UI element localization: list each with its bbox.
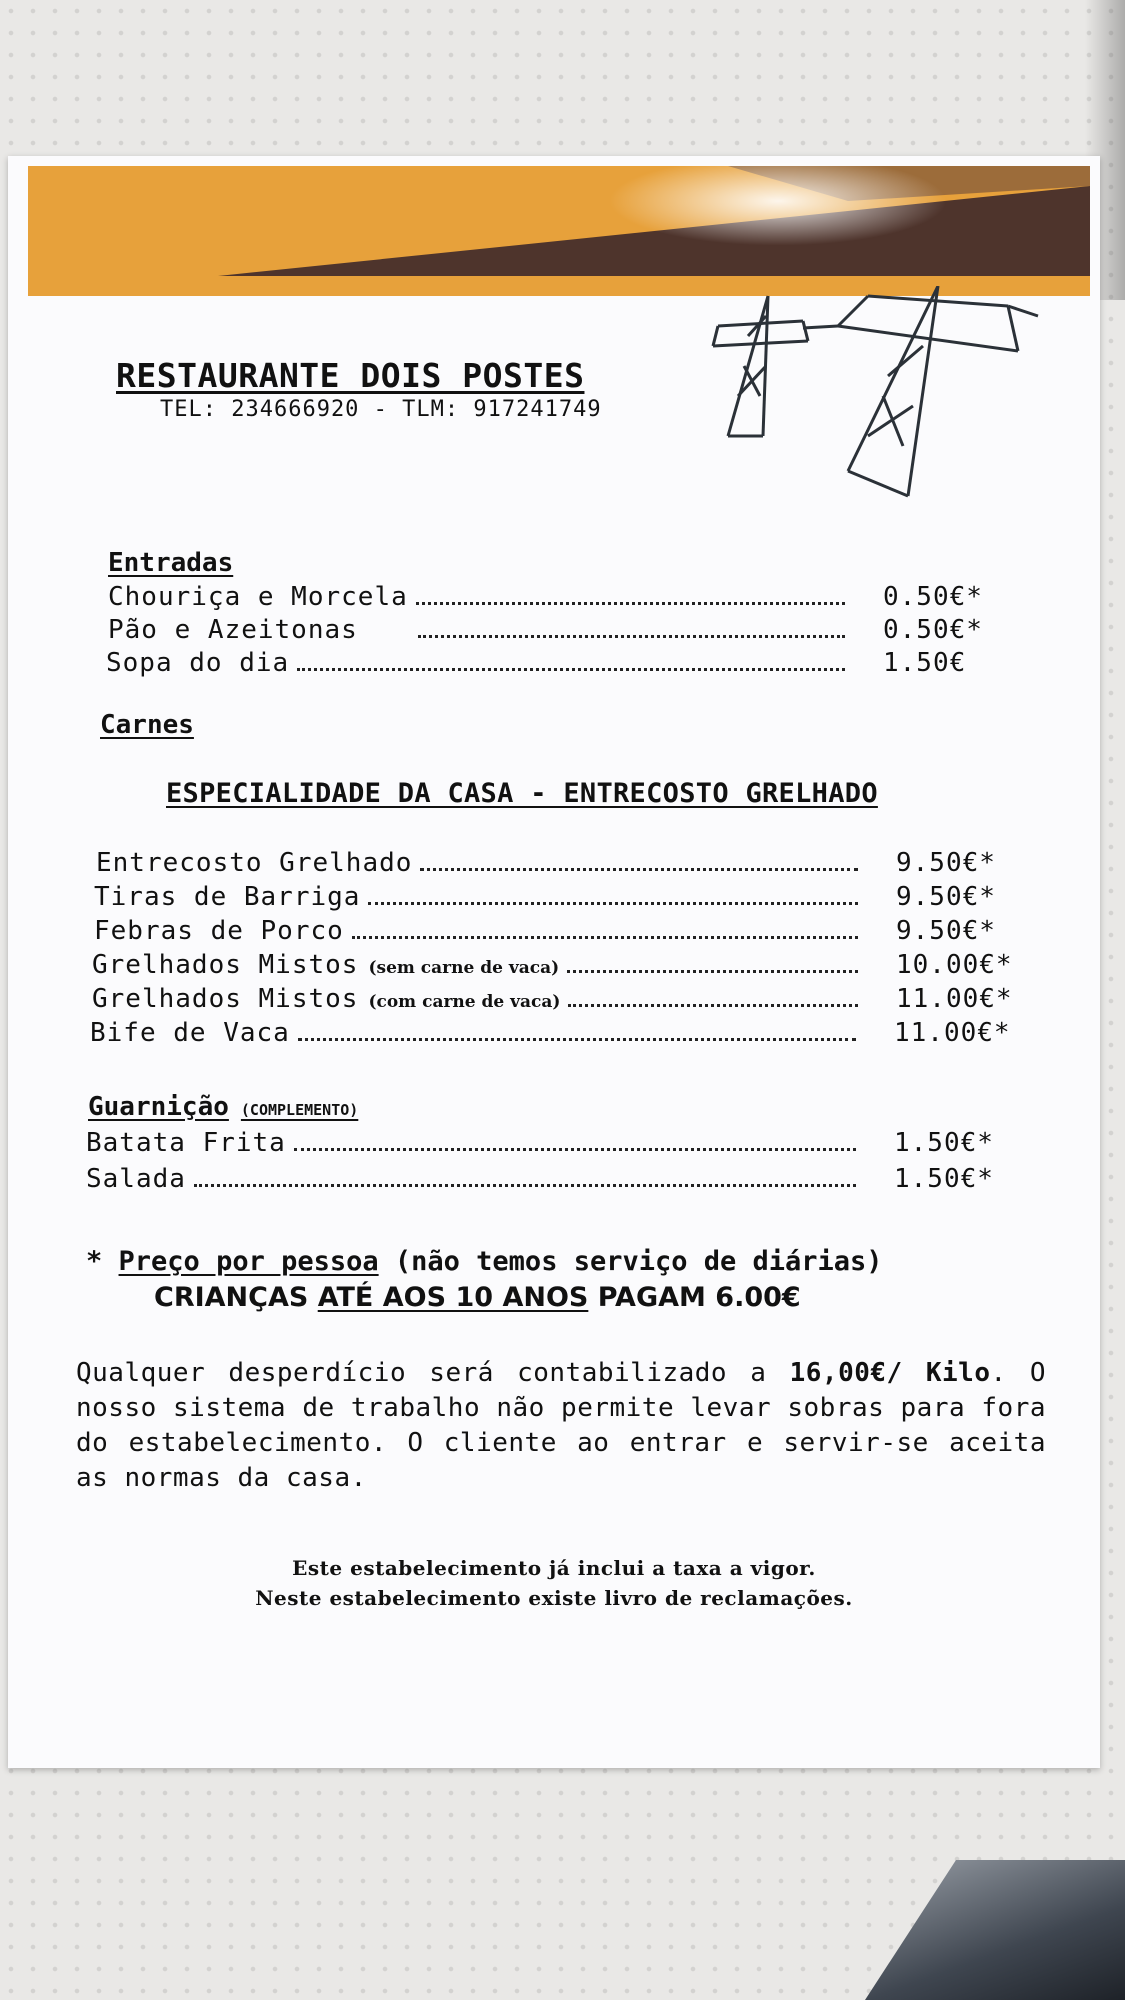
background-corner: [865, 1860, 1125, 2000]
section-carnes-heading: Carnes: [100, 710, 194, 740]
item-name: Febras de Porco: [94, 916, 344, 946]
item-price: 0.50€*: [883, 615, 983, 645]
item-price: 9.50€*: [896, 882, 996, 912]
item-note: (sem carne de vaca): [368, 958, 560, 978]
section-guarnicao-heading: Guarnição (COMPLEMENTO): [88, 1092, 359, 1122]
item-price: 0.50€*: [883, 582, 983, 612]
menu-sheet: [8, 156, 1100, 1768]
item-price: 1.50€*: [894, 1128, 994, 1158]
complaints-book-note: Neste estabelecimento existe livro de reclamações.: [255, 1586, 853, 1610]
item-note: (com carne de vaca): [368, 992, 561, 1012]
contact-numbers: TEL: 234666920 - TLM: 917241749: [160, 397, 602, 422]
item-name: Grelhados Mistos (com carne de vaca): [92, 984, 561, 1014]
item-price: 9.50€*: [896, 916, 996, 946]
item-price: 1.50€*: [894, 1164, 994, 1194]
item-name: Grelhados Mistos (sem carne de vaca): [92, 950, 560, 980]
item-price: 9.50€*: [896, 848, 996, 878]
children-price-note: CRIANÇAS ATÉ AOS 10 ANOS PAGAM 6.00€: [154, 1282, 801, 1313]
menu-item: [86, 1164, 1024, 1194]
section-subheading: (COMPLEMENTO): [240, 1101, 359, 1119]
dot-leader: [368, 902, 858, 905]
item-name: Chouriça e Morcela: [108, 582, 408, 612]
dot-leader: [298, 1038, 856, 1041]
waste-price: 16,00€/ Kilo: [789, 1358, 991, 1388]
tax-note: Este estabelecimento já inclui a taxa a vigor.: [292, 1556, 816, 1580]
item-name: Salada: [86, 1164, 186, 1194]
item-price: 1.50€: [883, 648, 967, 678]
item-price: 11.00€*: [896, 984, 1013, 1014]
section-entradas-heading: Entradas: [108, 548, 234, 578]
menu-item: [86, 1128, 1024, 1158]
item-name: Batata Frita: [86, 1128, 286, 1158]
dot-leader: [297, 668, 845, 671]
item-price: 11.00€*: [894, 1018, 1011, 1048]
dot-leader: [352, 936, 858, 939]
item-price: 10.00€*: [896, 950, 1013, 980]
dot-leader: [294, 1148, 856, 1151]
menu-item: [94, 916, 1026, 946]
menu-item: [106, 648, 1013, 678]
restaurant-name: RESTAURANTE DOIS POSTES: [116, 356, 585, 395]
item-name: Bife de Vaca: [90, 1018, 290, 1048]
restaurant-header: [116, 356, 602, 422]
dot-leader: [418, 635, 845, 638]
item-name: Entrecosto Grelhado: [96, 848, 413, 878]
house-specialty: ESPECIALIDADE DA CASA - ENTRECOSTO GRELHADO: [166, 778, 878, 809]
menu-item: [108, 582, 1013, 612]
dot-leader: [194, 1184, 856, 1187]
dot-leader: [416, 602, 845, 605]
item-name: Pão e Azeitonas: [108, 615, 358, 645]
menu-item: [92, 984, 1026, 1014]
menu-item: [94, 882, 1026, 912]
per-person-note: * Preço por pessoa (não temos serviço de diárias): [86, 1246, 883, 1277]
dot-leader: [567, 970, 858, 973]
menu-item: [96, 848, 1026, 878]
dot-leader: [568, 1004, 858, 1007]
menu-item: [90, 1018, 1024, 1048]
header-banner: [28, 166, 1090, 296]
item-name: Sopa do dia: [106, 648, 290, 678]
power-pylons-icon: [708, 286, 1048, 526]
waste-policy-text: Qualquer desperdício será contabilizado a 16,00€/ Kilo. O nosso sistema de trabalho não permite levar sobras para fora do estabelecimento. O cliente ao entrar e servir-se aceita as normas da casa.: [76, 1358, 1046, 1493]
menu-item: [108, 615, 1013, 645]
item-name: Tiras de Barriga: [94, 882, 361, 912]
dot-leader: [420, 868, 858, 871]
menu-item: [92, 950, 1026, 980]
